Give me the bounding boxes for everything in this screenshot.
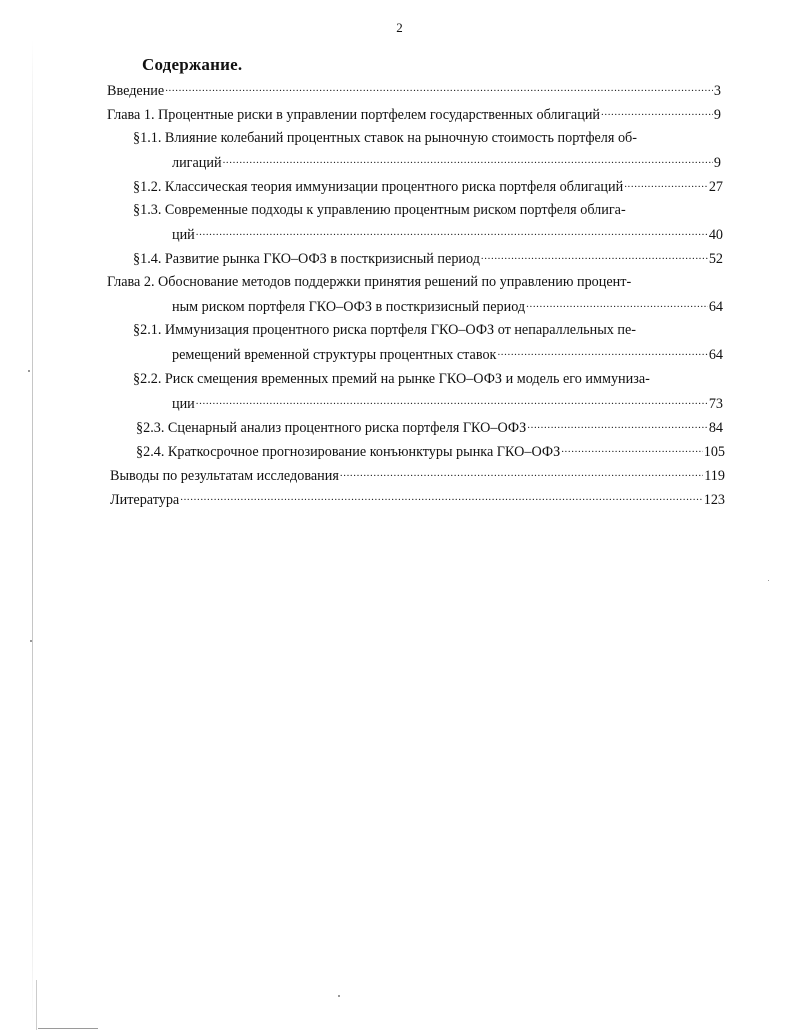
toc-entry-page: 27: [708, 179, 723, 195]
toc-entry-text: ции: [172, 396, 195, 412]
toc-entry-page: 64: [708, 347, 723, 363]
toc-entry-chapter-1[interactable]: [107, 105, 721, 124]
toc-entry-text: ремещений временной структуры процентных ставок: [172, 347, 497, 363]
toc-entry-text: Глава 1. Процентные риски в управлении портфелем государственных облигаций: [107, 107, 600, 123]
toc-entry-page: 9: [713, 107, 721, 123]
toc-entry-page: 84: [708, 420, 723, 436]
toc-entry-text: Выводы по результатам исследования: [110, 468, 339, 484]
dot-leader: [527, 418, 708, 432]
dot-leader: [165, 81, 713, 95]
toc-entry-text: ций: [172, 227, 195, 243]
toc-entry-1-1-line1[interactable]: §1.1. Влияние колебаний процентных ставок на рыночную стоимость портфеля об-: [133, 130, 637, 146]
toc-entry-1-3[interactable]: [172, 225, 723, 244]
dot-leader: [340, 466, 703, 480]
toc-entry-page: 9: [713, 155, 721, 171]
toc-entry-2-3[interactable]: [136, 418, 723, 437]
toc-entry-page: 123: [703, 492, 725, 508]
toc-entry-text: §2.4. Краткосрочное прогнозирование конъюнктуры рынка ГКО–ОФЗ: [136, 444, 561, 460]
toc-entry-2-1-line1[interactable]: §2.1. Иммунизация процентного риска портфеля ГКО–ОФЗ от непараллельных пе-: [133, 322, 637, 338]
dot-leader: [561, 442, 703, 456]
toc-entry-page: 3: [713, 83, 721, 99]
toc-entry-page: 52: [708, 251, 723, 267]
toc-entry-text: Литература: [110, 492, 180, 508]
dot-leader: [196, 394, 708, 408]
dot-leader: [601, 105, 713, 119]
toc-entry-page: 73: [708, 396, 723, 412]
toc-entry-literature[interactable]: [110, 490, 725, 509]
toc-entry-text: лигаций: [172, 155, 222, 171]
toc-entry-page: 64: [708, 299, 723, 315]
dot-leader: [196, 225, 708, 239]
dot-leader: [223, 153, 713, 167]
toc-entry-page: 40: [708, 227, 723, 243]
toc-entry-text: Введение: [107, 83, 165, 99]
toc-title: Содержание.: [142, 55, 243, 74]
dot-leader: [624, 177, 708, 191]
toc-entry-1-2[interactable]: [133, 177, 723, 196]
toc-entry-text: §2.3. Сценарный анализ процентного риска портфеля ГКО–ОФЗ: [136, 420, 527, 436]
dot-leader: [526, 297, 708, 311]
dot-leader: [481, 249, 708, 263]
toc-entry-2-1[interactable]: [172, 345, 723, 364]
dot-leader: [180, 490, 702, 504]
toc-entry-2-2-line1[interactable]: §2.2. Риск смещения временных премий на рынке ГКО–ОФЗ и модель его иммуниза-: [133, 371, 650, 387]
toc-entry-1-4[interactable]: [133, 249, 723, 268]
dot-leader: [497, 345, 707, 359]
toc-entry-text: §1.4. Развитие рынка ГКО–ОФЗ в посткризисный период: [133, 251, 480, 267]
toc-entry-1-3-line1[interactable]: §1.3. Современные подходы к управлению процентным риском портфеля облига-: [133, 202, 626, 218]
toc-entry-page: 105: [703, 444, 725, 460]
toc-entry-intro[interactable]: [107, 81, 721, 100]
toc-entry-text: ным риском портфеля ГКО–ОФЗ в посткризисный период: [172, 299, 526, 315]
toc-entry-chapter-2[interactable]: [172, 297, 723, 316]
toc-entry-chapter-2-line1[interactable]: Глава 2. Обоснование методов поддержки принятия решений по управлению процент-: [107, 274, 632, 290]
toc-entry-text: §1.2. Классическая теория иммунизации процентного риска портфеля облигаций: [133, 179, 624, 195]
toc-entry-1-1[interactable]: [172, 153, 721, 172]
toc-entry-page: 119: [704, 468, 725, 484]
toc-entry-conclusions[interactable]: [110, 466, 725, 485]
page-number: 2: [396, 20, 403, 35]
toc-entry-2-2[interactable]: [172, 394, 723, 413]
toc-entry-2-4[interactable]: [136, 442, 725, 461]
